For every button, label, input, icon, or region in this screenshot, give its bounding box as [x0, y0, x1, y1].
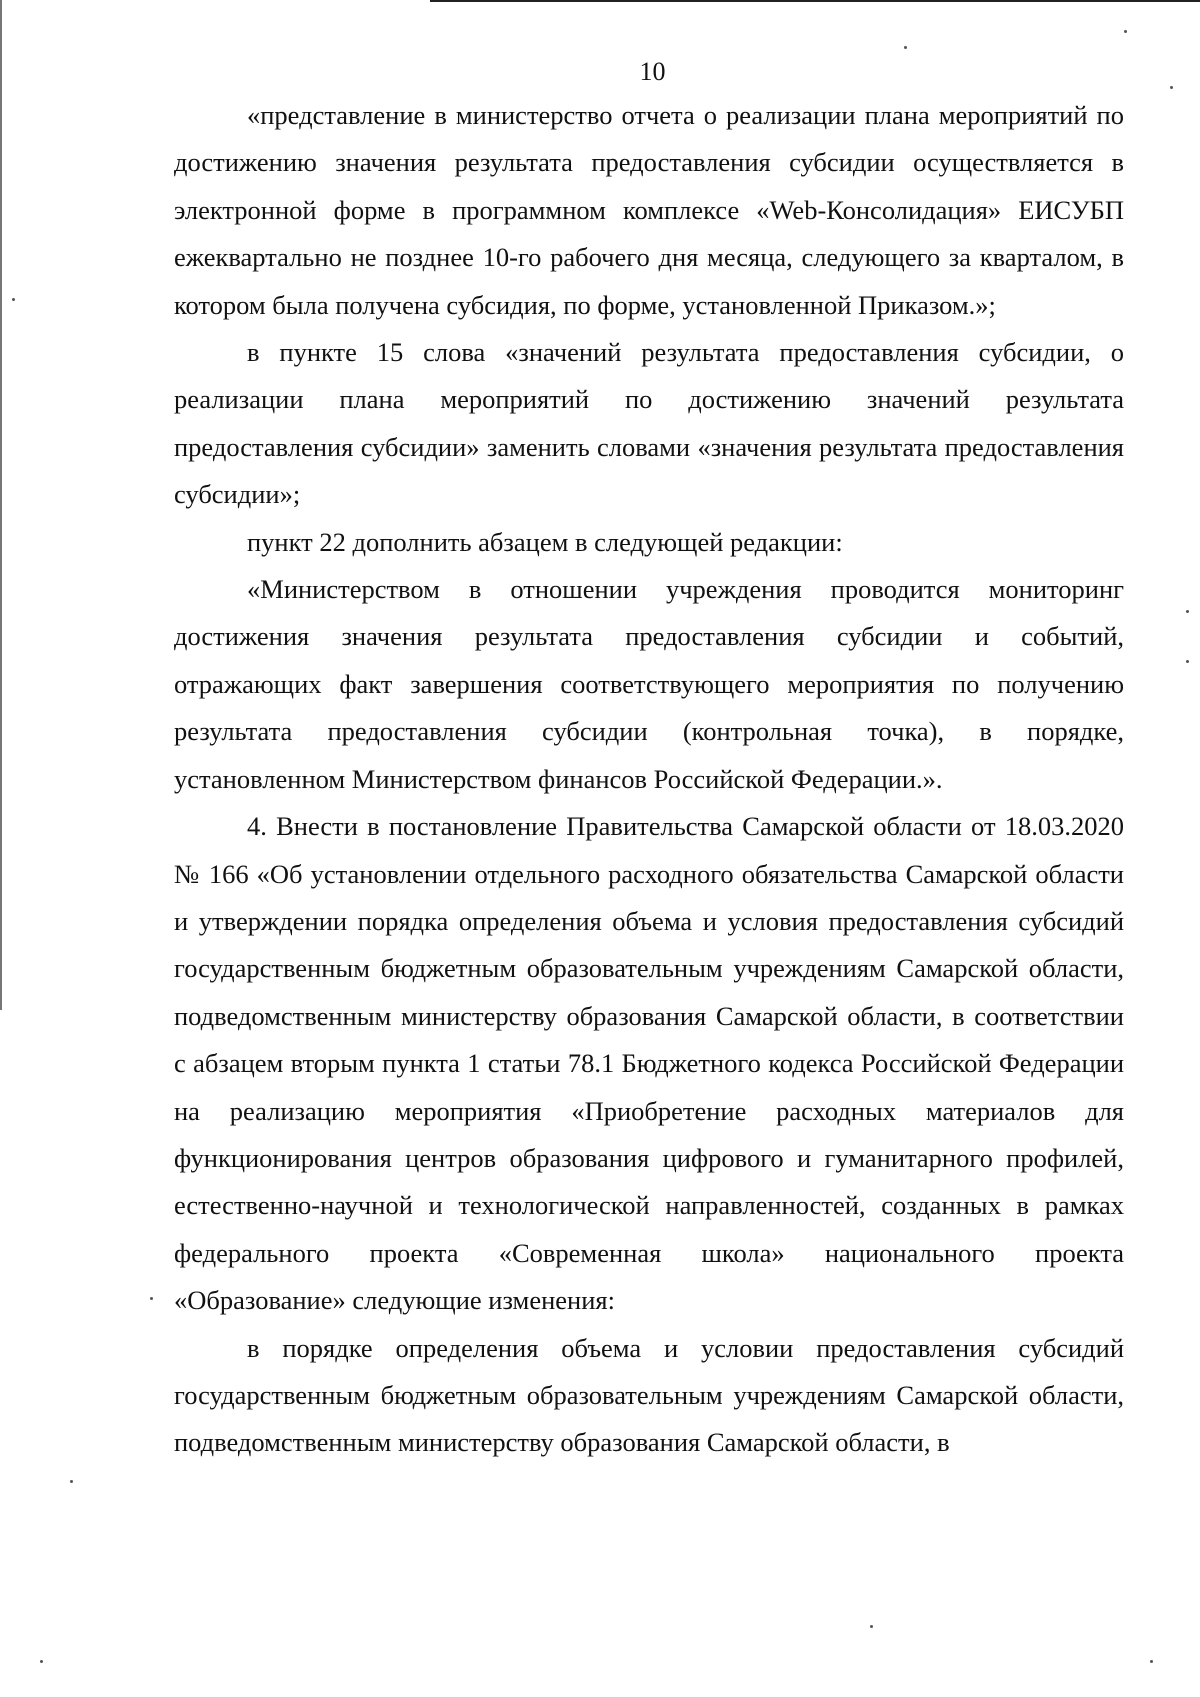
scan-speck [1124, 30, 1127, 33]
paragraph-point-15-amendment: в пункте 15 слова «значений результата предоставления субсидии, о реализации плана мероприятий по достижению значений результата предоставления субсидии» заменить словами «значения результата предоставления субсидии»; [174, 337, 1124, 510]
scan-top-edge [430, 0, 1200, 2]
scan-speck [70, 1480, 73, 1483]
page-number: 10 [639, 57, 666, 86]
scan-speck [1170, 86, 1173, 89]
document-body [174, 92, 1124, 1467]
scan-speck [150, 1297, 153, 1300]
paragraph-item-4: 4. Внести в постановление Правительства Самарской области от 18.03.2020 № 166 «Об установлении отдельного расходного обязательства Самарской области и утверждении порядка определения объема и условия предоставления субсидий государственным бюджетным образовательным учреждениям Самарской области, подведомственным министерству образования Самарской области, в соответствии с абзацем вторым пункта 1 статьи 78.1 Бюджетного кодекса Российской Федерации на реализацию мероприятия «Приобретение расходных материалов для функционирования центров образования цифрового и гуманитарного профилей, естественно-научной и технологической направленностей, созданных в рамках федерального проекта «Современная школа» национального проекта «Образование» следующие изменения: [174, 811, 1124, 1316]
scan-speck [1150, 1660, 1153, 1663]
scan-speck [12, 298, 15, 301]
scan-speck [1186, 610, 1189, 613]
paragraph-monitoring: «Министерством в отношении учреждения проводится мониторинг достижения значения результата предоставления субсидии и событий, отражающих факт завершения соответствующего мероприятия по получению результата предоставления субсидии (контрольная точка), в порядке, установленном Министерством финансов Российской Федерации.». [174, 574, 1124, 794]
paragraph-point-22-amendment: пункт 22 дополнить абзацем в следующей редакции: [247, 526, 843, 557]
paragraph-procedure-changes: в порядке определения объема и условии предоставления субсидий государственным бюджетным образовательным учреждениям Самарской области, подведомственным министерству образования Самарской области, в [174, 1332, 1124, 1458]
scan-speck [40, 1660, 43, 1663]
scan-speck [1186, 660, 1189, 663]
paragraph-report-submission: «представление в министерство отчета о реализации плана мероприятий по достижению значения результата предоставления субсидии осуществляется в электронной форме в программном комплексе «Web-Консолидация» ЕИСУБП ежеквартально не позднее 10-го рабочего дня месяца, следующего за кварталом, в котором была получена субсидия, по форме, установленной Приказом.»; [174, 100, 1124, 320]
scan-speck [870, 1625, 873, 1628]
scan-speck [904, 46, 907, 49]
scan-left-edge [0, 0, 2, 1010]
